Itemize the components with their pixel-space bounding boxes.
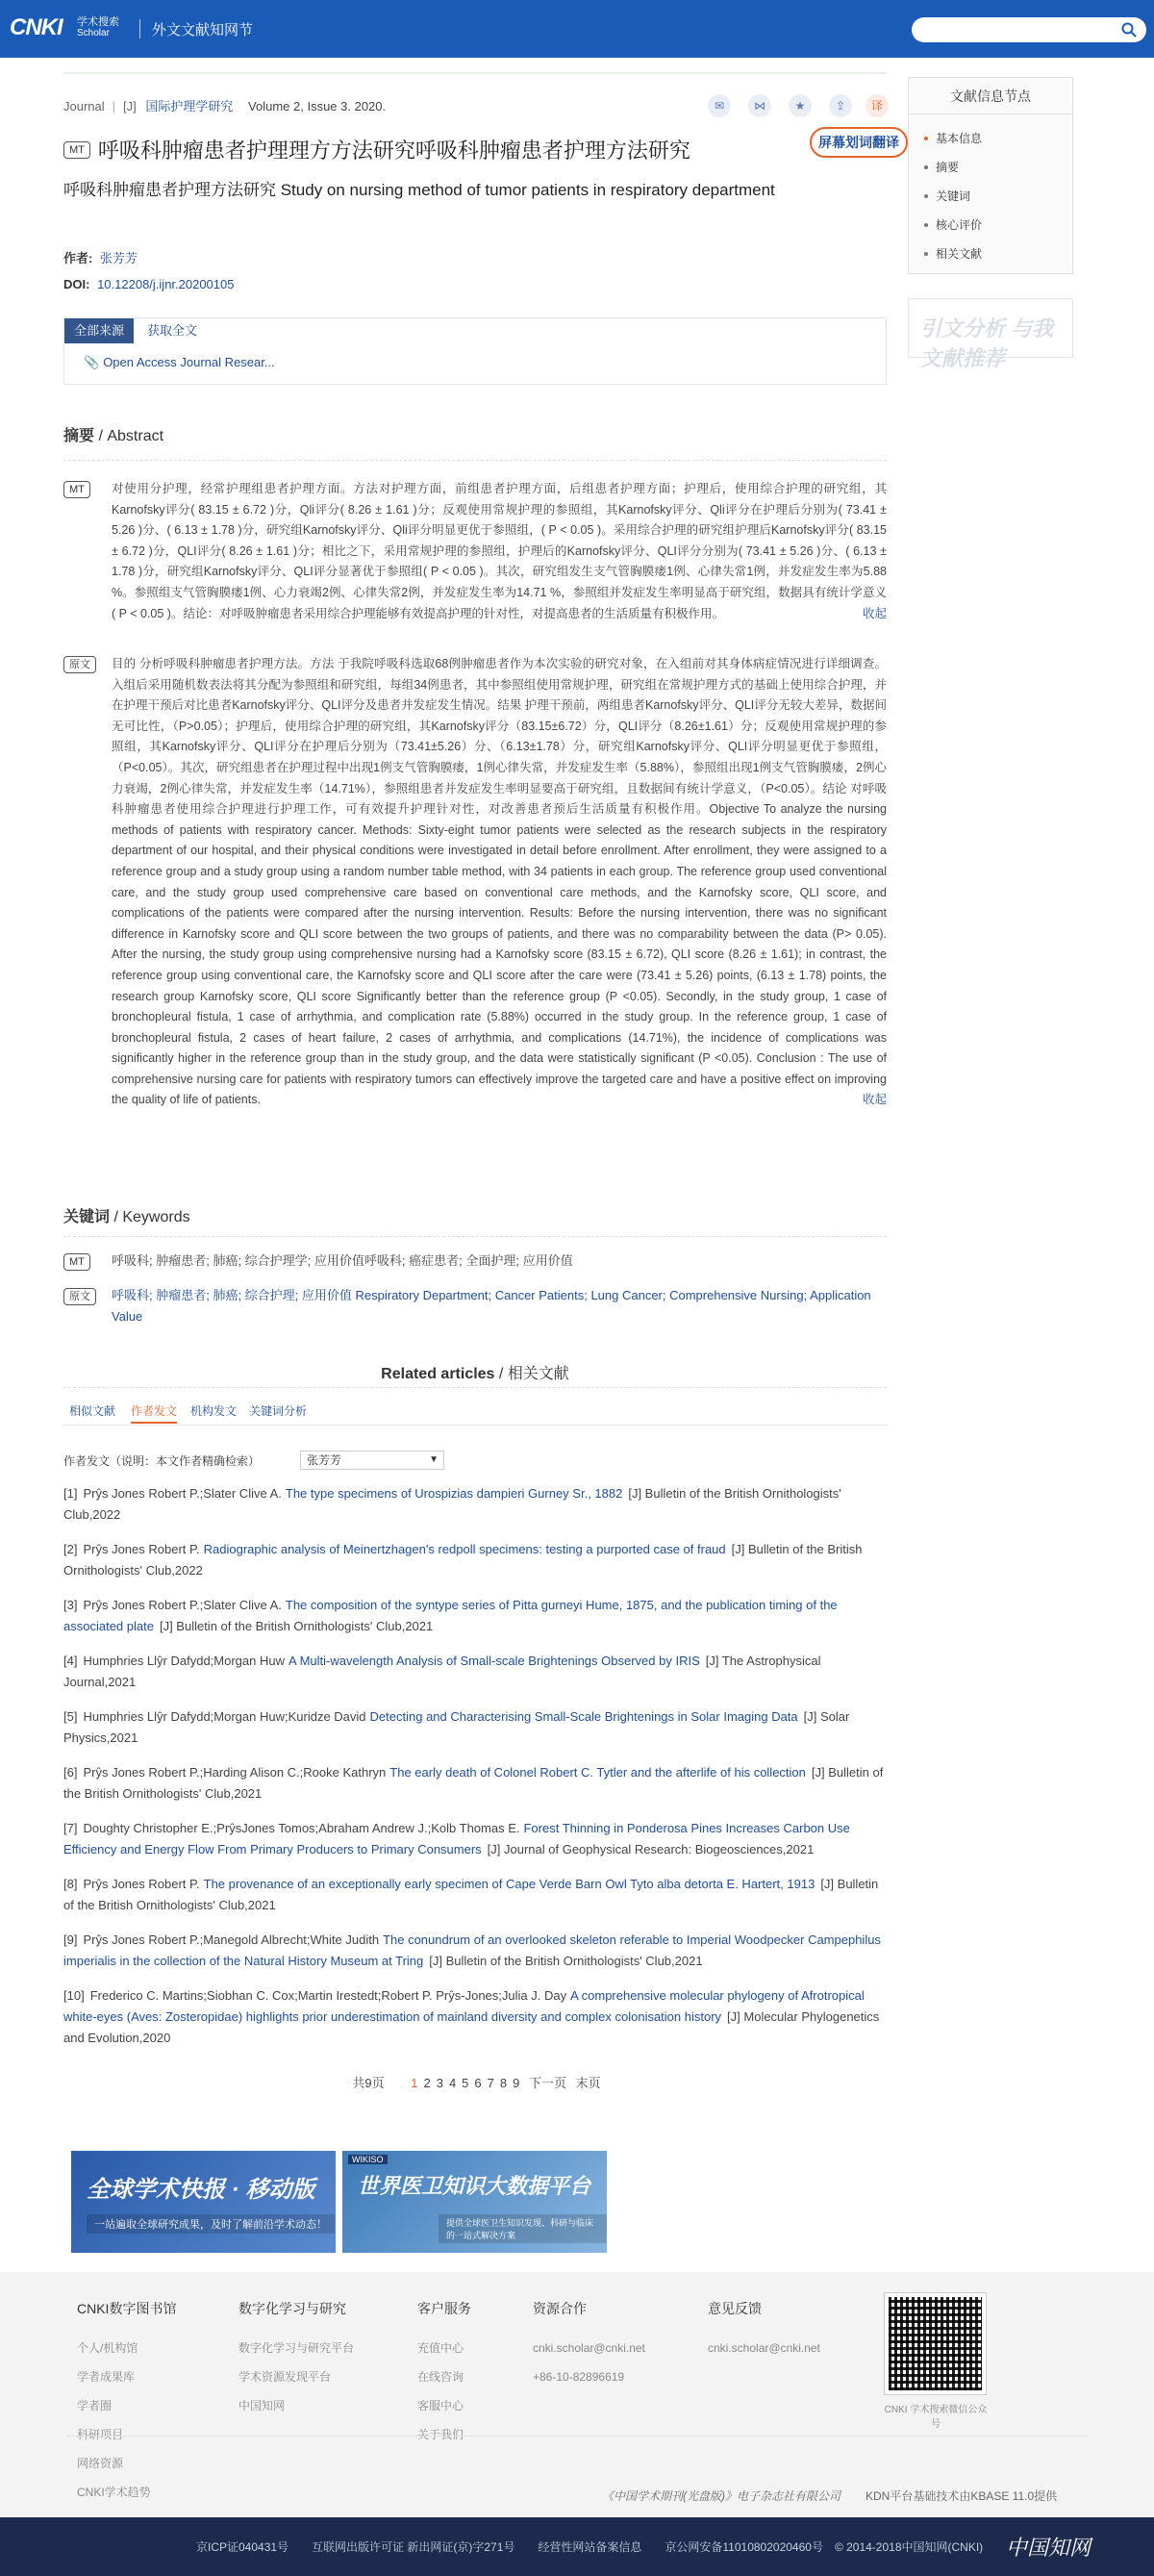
reference-source: [J] The Astrophysical Journal,2021 <box>63 1654 821 1689</box>
author-link[interactable]: 张芳芳 <box>99 251 138 265</box>
divider <box>63 1387 887 1388</box>
footer-phone: +86-10-82896619 <box>533 2370 625 2384</box>
divider <box>63 460 887 461</box>
tab-keyword-analysis[interactable]: 关键词分析 <box>249 1404 308 1418</box>
footer-col-feedback <box>708 2299 820 2362</box>
reference-item <box>63 1706 887 1749</box>
page-number[interactable]: 8 <box>499 2076 508 2090</box>
abstract-mt-text: 对使用分护理，经常护理组患者护理方面。方法对护理方面，前组患者护理方面，后组患者护理方面；护理后，使用综合护理的研究组，其Karnofsky评分( 83.15 ± 6.72 )分，Qli评分( 8.26 ± 1.61 )分；反观使用常规护理的参照组，其Karnofsky评分、Qli评分在护理后分别为( 73.41 ± 5.26 )分、( 6.13 ± 1.78 )分，研究组Karnofsky评分、Qli评分明显更优于参照组，( P < 0.05 )。采用综合护理的研究组护理后Karnofsky评分( 83.15 ± 6.72 )分，QLI评分( 8.26 ± 1.61 )分；相比之下，采用常规护理的参照组，护理后的Karnofsky评分、QLI评分分别为( 73.41 ± 5.26 )分、( 6.13 ± 1.78 )分，研究组Karnofsky评分、QLI评分显著优于参照组( P < 0.05 )。其次，研究组发生支气管胸膜瘘1例、心律失常1例，并发症发生率为5.88 %。参照组支气管胸膜瘘1例、心力衰竭2例、心律失常2例，并发症发生率为14.71 %，参照组并发症发生率明显高于研究组，数据具有统计学意义( P < 0.05 )。结论：对呼吸肿瘤患者采用综合护理能够有效提高护理的针对性，对提高患者的生活质量有积极作用。 <box>112 482 887 620</box>
keywords-mt <box>63 1250 887 1272</box>
footer-divider <box>67 2436 1087 2437</box>
reference-item <box>63 1985 887 2049</box>
article-type: Journal <box>63 99 105 114</box>
reference-number: [6] <box>63 1765 78 1780</box>
source-link[interactable] <box>84 355 275 370</box>
logo-divider <box>139 19 140 38</box>
reference-title-link[interactable]: Detecting and Characterising Small-Scale Brightenings in Solar Imaging Data <box>369 1709 798 1724</box>
page-number[interactable]: 9 <box>513 2076 520 2090</box>
journal-line: Journal | [J] 国际护理学研究 Volume 2, Issue 3. 2020. <box>63 99 387 114</box>
page-number[interactable]: 4 <box>448 2076 457 2090</box>
reference-item <box>63 1595 887 1637</box>
mt-tag: MT <box>63 481 90 498</box>
footer-heading: 数字化学习与研究 <box>238 2301 346 2316</box>
logo-sub-cn: 学术搜索 <box>77 16 119 28</box>
citation-analysis-text: 引文分析 与我文献推荐 <box>920 316 1054 370</box>
reference-source: [J] Bulletin of the British Ornithologists' Club,2022 <box>63 1486 841 1522</box>
cnki-footer-logo: 中国知网 <box>1006 2537 1091 2561</box>
reference-number: [7] <box>63 1821 78 1835</box>
share-icon[interactable]: ⋈ <box>748 94 771 117</box>
export-icon[interactable]: ⇪ <box>829 94 852 117</box>
abstract-mt <box>63 479 887 624</box>
related-tabs <box>63 1401 887 1426</box>
chevron-down-icon: ▼ <box>429 1454 439 1465</box>
banner-global-express[interactable] <box>71 2151 336 2253</box>
reference-title-link[interactable]: Forest Thinning in Ponderosa Pines Increases Carbon Use Efficiency and Energy Flow From Primary Producers to Primary Consumers <box>63 1821 850 1856</box>
doi-line <box>63 277 234 291</box>
page-number[interactable]: 6 <box>474 2076 482 2090</box>
qr-caption: CNKI 学术搜索微信公众号 <box>884 2405 988 2430</box>
abstract-original <box>63 654 887 1111</box>
reference-item <box>63 1651 887 1693</box>
logo-sub-en: Scholar <box>77 28 110 38</box>
footer-link[interactable]: 学者成果库 <box>77 2370 136 2384</box>
reference-title-link[interactable]: A comprehensive molecular phylogeny of Afrotropical white-eyes (Aves: Zosteropidae) highlights prior underestimation of mainland diversity and complex colonisation history <box>63 1988 865 2024</box>
footer-col-learning <box>238 2299 354 2420</box>
abstract-original-text: 目的 分析呼吸科肿瘤患者护理方法。方法 于我院呼吸科选取68例肿瘤患者作为本次实验的研究对象，在入组前对其身体病症情况进行详细调查。入组后采用随机数表法将其分配为参照组和研究组，每组34例患者，其中参照组使用常规护理，研究组在常规护理方式的基础上使用综合护理，并在护理干预后对比患者Karnofsky评分、QLI评分及患者并发症发生情况。结果 护理干预前，两组患者Karnofsky评分、QLI评分无较大差异，数据间无可比性，（P>0.05）；护理后，使用综合护理的研究组，其Karnofsky评分（83.15±6.72）分，QLI评分（8.26±1.61）分；反观使用常规护理的参照组，其Karnofsky评分、QLI评分在护理后分别为（73.41±5.26）分、（6.13±1.78）分，研究组Karnofsky评分、QLI评分明显更优于参照组，（P<0.05）。其次，研究组患者在护理过程中出现1例支气管胸膜瘘，1例心律失常，并发症发生率（5.88%），参照组出现1例支气管胸膜瘘，2例心力衰竭，2例心律失常，并发症发生率（14.71%），参照组患者并发症发生率明显要高于研究组，且数据间有统计学意义，（P<0.05）。结论 对呼吸科肿瘤患者使用综合护理进行护理工作，可有效提升护理针对性，对改善患者预后生活质量有积极作用。Objective To analyze the nursing methods of patients with respiratory cancer. Methods: Sixty-eight tumor patients were selected as the research subjects in the respiratory department of our hospital, and their physical conditions were investigated in detail before enrollment. After enrollment, they were assigned to a reference group and a study group using a random number table method, with 34 patients in each group. The reference group used conventional care, and the study group used comprehensive care based on conventional care methods, and the Karnofsky score, QLI score, and complications of the patients were compared after the nursing intervention. Results: Before the nursing intervention, there was no significant difference in Karnofsky score and QLI score between the two groups of patients, and there was no comparability between the data (P> 0.05). After the nursing, the study group using comprehensive nursing had a Karnofsky score (83.15 ± 6.72), QLI score (8.26 ± 1.61); in contrast, the reference group using conventional care, the Karnofsky score and QLI score after the care were (73.41 ± 5.26) points, (6.13 ± 1.78) points, the research group Karnofsky score, QLI score Significantly better than the reference group (P <0.05). Secondly, in the study group, 1 case of bronchopleural fistula, 1 case of arrhythmia, and complication rate (5.88%) occurred in the study group. In the reference group, 1 case of bronchopleural fistula, 2 cases of heart failure, 2 cases of arrhythmia, and complications (14.71%), the incidence of complications was significantly higher in the reference group than in the study group, and the data were statistically significant (P <0.05). Conclusion : The use of comprehensive nursing care for patients with respiratory tumors can effectively improve the targeted care and have a positive effect on improving the quality of life of patients. <box>112 657 887 1107</box>
reference-title-link[interactable]: The type specimens of Urospizias dampieri Gurney Sr., 1882 <box>285 1486 623 1501</box>
page-number[interactable]: 5 <box>462 2076 469 2090</box>
reference-authors: Frederico C. Martins;Siobhan C. Cox;Martin Irestedt;Robert P. Prŷs-Jones;Julia J. Day <box>89 1988 567 2003</box>
sidebar-item-related[interactable]: 相关文献 <box>920 240 1065 268</box>
author-filter-label: 作者发文（说明：本文作者精确检索） <box>63 1454 261 1468</box>
reference-authors: Prŷs Jones Robert P.;Manegold Albrecht;White Judith <box>83 1932 380 1947</box>
doi-link[interactable]: 10.12208/j.ijnr.20200105 <box>97 277 235 291</box>
reference-title-link[interactable]: The composition of the syntype series of Pitta gurneyi Hume, 1875, and the publication timing of the associated plate <box>63 1598 838 1633</box>
reference-source: [J] Bulletin of the British Ornithologists' Club,2021 <box>159 1619 434 1633</box>
pagination <box>0 2073 950 2091</box>
abstract-heading-en: Abstract <box>107 428 164 444</box>
reference-number: [2] <box>63 1542 78 1556</box>
footer-link[interactable]: 数字化学习与研究平台 <box>238 2341 355 2355</box>
author-select-value: 张芳芳 <box>307 1453 342 1467</box>
bottom-bar <box>0 2517 1154 2576</box>
related-heading-cn: 相关文献 <box>507 1366 569 1382</box>
banner-title: 全球学术快报 · 移动版 <box>87 2177 315 2203</box>
divider-line <box>63 72 887 74</box>
reference-authors: Prŷs Jones Robert P.;Harding Alison C.;Rooke Kathryn <box>83 1765 387 1780</box>
banner-tag: WIKISO <box>348 2155 388 2164</box>
license-text: 京ICP证040431号 互联网出版许可证 新出网证(京)字271号 经营性网站备案信息 京公网安备11010802020460号 © 2014-2018中国知网(CNKI) <box>196 2540 984 2554</box>
site-name: 外文文献知网节 <box>152 22 254 38</box>
tab-institution-papers[interactable]: 机构发文 <box>190 1404 238 1418</box>
page-number[interactable]: 7 <box>487 2076 494 2090</box>
article-title-block <box>63 135 690 164</box>
reference-item <box>63 1762 887 1805</box>
footer-email[interactable]: cnki.scholar@cnki.net <box>708 2341 820 2355</box>
article-subtitle: 呼吸科肿瘤患者护理方法研究 Study on nursing method of tumor patients in respiratory department <box>63 181 775 199</box>
info-nodes-panel <box>908 77 1073 274</box>
divider <box>63 1236 887 1237</box>
reference-source: [J] Bulletin of the British Ornithologists' Club,2021 <box>63 1765 884 1801</box>
reference-title-link[interactable]: The early death of Colonel Robert C. Tytler and the afterlife of his collection <box>389 1765 806 1780</box>
author-line <box>63 248 138 266</box>
footer-link[interactable]: 关于我们 <box>417 2428 464 2441</box>
reference-title-link[interactable]: A Multi-wavelength Analysis of Small-scale Brightenings Observed by IRIS <box>288 1654 700 1668</box>
banner-title: 世界医卫知识大数据平台 <box>358 2174 591 2198</box>
footer-link[interactable]: CNKI学术趋势 <box>77 2486 151 2499</box>
reference-item <box>63 1874 887 1916</box>
collapse-link[interactable]: 收起 <box>862 606 887 620</box>
tab-author-papers[interactable]: 作者发文 <box>131 1401 177 1424</box>
reference-item <box>63 1818 887 1860</box>
publisher-text: 《中国学术期刊(光盘版)》电子杂志社有限公司 <box>602 2489 840 2503</box>
translate-tooltip[interactable]: 屏幕划词翻译 <box>810 127 908 158</box>
banner-wikiso[interactable] <box>342 2151 607 2253</box>
footer-email[interactable]: cnki.scholar@cnki.net <box>533 2341 645 2355</box>
logo-subtitle <box>77 17 119 38</box>
qr-code <box>885 2293 986 2394</box>
reference-title-link[interactable]: The conundrum of an overlooked skeleton referable to Imperial Woodpecker Campephilus imperialis in the collection of the Natural History Museum at Tring <box>63 1932 881 1968</box>
footer-heading: 客户服务 <box>417 2301 471 2316</box>
email-icon[interactable]: ✉ <box>708 94 731 117</box>
reference-number: [8] <box>63 1877 78 1891</box>
abstract-heading: 摘要 / Abstract <box>63 428 164 444</box>
reference-number: [5] <box>63 1709 78 1724</box>
sidebar-item-basic-info[interactable]: 基本信息 <box>920 124 1065 153</box>
page-numbers <box>393 2076 522 2090</box>
footer-link[interactable]: 学者圈 <box>77 2399 113 2412</box>
reference-source: [J] Molecular Phylogenetics and Evolution,2020 <box>63 2009 880 2045</box>
footer-col-service <box>417 2299 471 2449</box>
reference-authors: Humphries Llŷr Dafydd;Morgan Huw <box>83 1654 285 1668</box>
sidebar-item-keywords[interactable]: 关键词 <box>920 182 1065 211</box>
author-select[interactable] <box>300 1451 444 1470</box>
keywords-heading-cn: 关键词 <box>63 1209 111 1225</box>
footer-link[interactable]: 充值中心 <box>417 2341 464 2355</box>
keywords-mt-text: 呼吸科; 肿瘤患者; 肺癌; 综合护理学; 应用价值呼吸科; 癌症患者; 全面护理; 应用价值 <box>112 1253 573 1268</box>
reference-number: [9] <box>63 1932 78 1947</box>
volume-info: Volume 2, Issue 3. 2020. <box>248 99 387 114</box>
reference-number: [1] <box>63 1486 78 1501</box>
page-number[interactable]: 3 <box>436 2076 443 2090</box>
footer-link[interactable]: 网络资源 <box>77 2457 124 2470</box>
reference-authors: Prŷs Jones Robert P. <box>83 1542 200 1556</box>
tab-all-sources[interactable]: 全部来源 <box>64 318 134 343</box>
footer-heading: 资源合作 <box>533 2301 587 2316</box>
footer-link[interactable]: 科研项目 <box>77 2428 124 2441</box>
sidebar-item-abstract[interactable]: 摘要 <box>920 153 1065 182</box>
mt-tag: MT <box>63 1253 90 1271</box>
footer <box>0 2272 1154 2517</box>
reference-number: [4] <box>63 1654 78 1668</box>
star-icon[interactable]: ★ <box>789 94 812 117</box>
reference-number: [3] <box>63 1598 78 1612</box>
tab-get-fulltext[interactable]: 获取全文 <box>147 323 198 338</box>
last-page-link[interactable]: 末页 <box>575 2076 601 2090</box>
search-icon[interactable] <box>1121 22 1137 38</box>
translate-icon[interactable]: 译 <box>866 94 889 117</box>
keywords-original <box>63 1285 887 1327</box>
footer-heading: 意见反馈 <box>708 2301 762 2316</box>
journal-tag: [J] <box>123 99 137 114</box>
search-input[interactable] <box>912 17 1146 42</box>
reference-source: [J] Journal of Geophysical Research: Biogeosciences,2021 <box>487 1842 815 1856</box>
source-panel <box>63 317 887 385</box>
journal-name-link[interactable]: 国际护理学研究 <box>145 99 234 114</box>
reference-number: [10] <box>63 1988 85 2003</box>
kbase-text: KDN平台基础技术由KBASE 11.0提供 <box>866 2489 1058 2503</box>
banner-subtitle: 一站遍取全球研究成果，及时了解前沿学术动态！ <box>87 2214 335 2234</box>
reference-source: [J] Bulletin of the British Ornithologists' Club,2022 <box>63 1542 863 1578</box>
footer-heading: CNKI数字图书馆 <box>77 2301 177 2316</box>
sidebar-item-core-evaluation[interactable]: 核心评价 <box>920 211 1065 240</box>
reference-source: [J] Bulletin of the British Ornithologists' Club,2021 <box>63 1877 879 1912</box>
reference-title-link[interactable]: Radiographic analysis of Meinertzhagen's redpoll specimens: testing a purported case of fraud <box>203 1542 726 1556</box>
keywords-heading: 关键词 / Keywords <box>63 1209 190 1225</box>
mt-tag: MT <box>63 141 90 159</box>
cnki-logo[interactable]: CNKI <box>10 14 63 40</box>
reference-source: [J] Solar Physics,2021 <box>63 1709 850 1745</box>
reference-authors: Humphries Llŷr Dafydd;Morgan Huw;Kuridze David <box>83 1709 366 1724</box>
reference-authors: Prŷs Jones Robert P.;Slater Clive A. <box>83 1598 282 1612</box>
article-title: 呼吸科肿瘤患者护理理方方法研究呼吸科肿瘤患者护理方法研究 <box>97 139 690 163</box>
banner-subtitle: 提供全球医卫生知识发现、科研与临床的一站式解决方案 <box>439 2214 607 2243</box>
footer-link[interactable]: 学术资源发现平台 <box>238 2370 332 2384</box>
related-heading: Related articles / 相关文献 <box>381 1366 569 1382</box>
abstract-heading-cn: 摘要 <box>63 428 95 444</box>
reference-source: [J] Bulletin of the British Ornithologists' Club,2021 <box>429 1954 703 1968</box>
footer-link[interactable]: 客服中心 <box>417 2399 464 2412</box>
paperclip-icon: 📎 <box>84 355 100 369</box>
collapse-link[interactable]: 收起 <box>862 1093 887 1107</box>
reference-item <box>63 1930 887 1972</box>
doi-label: DOI: <box>63 277 90 291</box>
reference-title-link[interactable]: The provenance of an exceptionally early specimen of Cape Verde Barn Owl Tyto alba detorta E. Hartert, 1913 <box>203 1877 815 1891</box>
original-tag: 原文 <box>63 656 96 673</box>
footer-link[interactable]: 在线咨询 <box>417 2370 464 2384</box>
reference-item <box>63 1539 887 1581</box>
source-link-label: Open Access Journal Resear... <box>103 355 275 369</box>
reference-authors: Doughty Christopher E.;PrŷsJones Tomos;Abraham Andrew J.;Kolb Thomas E. <box>83 1821 520 1835</box>
page-number[interactable]: 2 <box>423 2076 431 2090</box>
keywords-original-text[interactable]: 呼吸科; 肿瘤患者; 肺癌; 综合护理; 应用价值 Respiratory Department; Cancer Patients; Lung Cancer; Comprehensive Nursing; Application Value <box>112 1288 871 1324</box>
next-page-link[interactable]: 下一页 <box>528 2076 566 2090</box>
keywords-heading-en: Keywords <box>122 1209 190 1225</box>
citation-analysis-banner[interactable] <box>908 298 1073 370</box>
reference-item <box>63 1483 887 1526</box>
page-total: 共9页 <box>352 2076 385 2090</box>
footer-col-library <box>77 2299 176 2507</box>
page-number[interactable]: 1 <box>411 2076 418 2090</box>
original-tag: 原文 <box>63 1288 96 1305</box>
tab-similar[interactable]: 相似文献 <box>69 1404 116 1418</box>
author-label: 作者: <box>63 251 93 265</box>
reference-authors: Prŷs Jones Robert P.;Slater Clive A. <box>83 1486 282 1501</box>
footer-link[interactable]: 中国知网 <box>238 2399 286 2412</box>
reference-authors: Prŷs Jones Robert P. <box>83 1877 200 1891</box>
footer-col-cooperation <box>533 2299 645 2391</box>
footer-link[interactable]: 个人/机构馆 <box>77 2341 138 2355</box>
info-nodes-heading: 文献信息节点 <box>909 78 1072 114</box>
top-header <box>0 0 1154 58</box>
related-heading-en: Related articles <box>381 1366 495 1382</box>
info-nodes-list <box>920 124 1065 268</box>
